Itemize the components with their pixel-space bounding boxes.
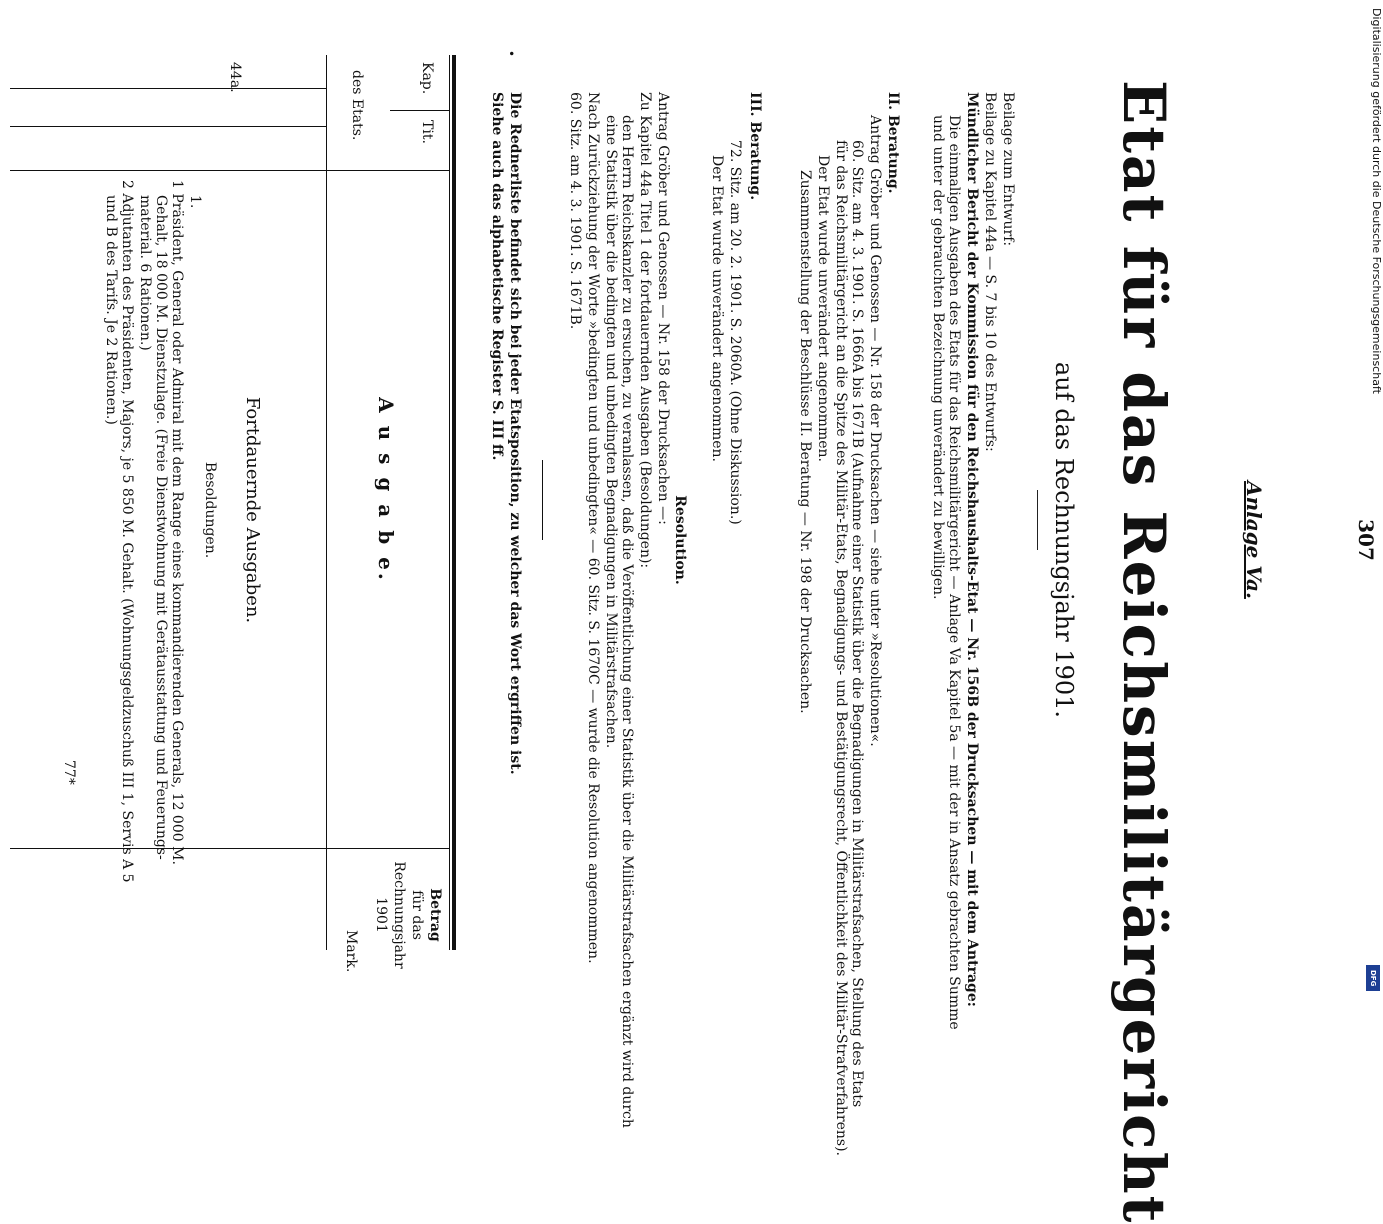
beratung-3-line-2: Der Etat wurde unverändert angenommen. xyxy=(709,155,725,462)
subsection-besoldungen: Besoldungen. xyxy=(202,461,218,559)
resolution-line-1: Antrag Gröber und Genossen — Nr. 158 der Drucksachen —: xyxy=(655,92,671,525)
col-divider-kap-tit xyxy=(390,110,450,111)
resolution-line-2: Zu Kapitel 44a Titel 1 der fortdauernden Ausgaben (Besoldungen): xyxy=(637,92,653,569)
resolution-heading: Resolution. xyxy=(672,495,688,585)
col-betrag-line-4: 1901 xyxy=(373,897,389,933)
rednerliste-note: Die Rednerliste befindet sich bei jeder Etatsposition, zu welcher das Wort ergriffen ist. xyxy=(507,92,523,775)
beratung-3-heading: III. Beratung. xyxy=(747,92,763,201)
col-betrag-line-1: Betrag xyxy=(427,888,443,942)
dfg-logo: DFG xyxy=(1366,965,1380,991)
col-betrag-line-2: für das xyxy=(409,890,425,940)
page-subtitle: auf das Rechnungsjahr 1901. xyxy=(1050,361,1078,719)
resolution-line-4: eine Statistik über die bedingten und unbedingten Begnadigungen in Militärstrafsachen. xyxy=(603,115,619,749)
col-divider-tit-desc xyxy=(10,170,450,171)
col-divider-tit-inner xyxy=(10,126,327,127)
tit-value: 1. xyxy=(187,195,203,209)
beratung-2-line-5: Zusammenstellung der Beschlüsse II. Beratung — Nr. 198 der Drucksachen. xyxy=(797,170,813,714)
col-kap-header: Kap. xyxy=(419,62,435,95)
beratung-2-line-3: für das Reichsmilitärgericht an die Spitze des Militär-Etats, Begnadigungs- und Bestätigungsrecht, Öffentlichkeit des Militär-Strafverfahrens). xyxy=(833,140,849,1156)
table-header-rule xyxy=(326,55,327,950)
entry-1-line-2: Gehalt, 18 000 M. Dienstzulage. (Freie Dienstwohnung mit Gerätausstattung und Feuerungs- xyxy=(153,195,169,860)
register-note: Siehe auch das alphabetische Register S. III ff. xyxy=(489,92,505,461)
entry-2-line-1: 2 Adjutanten des Präsidenten, Majors, je 5 850 M. Gehalt. (Wohnungsgeldzuschuß III 1, Servis A 5 xyxy=(119,180,135,883)
resolution-line-3: den Herrn Reichskanzler zu ersuchen, zu veranlassen, daß die Veröffentlichung einer Statistik über die Militärstrafsachen ergänzt wird durch xyxy=(619,115,635,1128)
beratung-3-line-1: 72. Sitz. am 20. 2. 1901. S. 2060A. (Ohne Diskussion.) xyxy=(727,140,743,525)
bericht-text: Mündlicher Bericht der Kommission für den Reichshaushalts-Etat — Nr. 156B der Drucksachen — mit dem Antrage: xyxy=(964,92,980,1007)
resolution-line-6: 60. Sitz. am 4. 3. 1901. S. 1671B. xyxy=(567,92,583,330)
kap-value: 44a. xyxy=(227,62,243,93)
section-fortdauernde: Fortdauernde Ausgaben. xyxy=(242,396,263,624)
beratung-2-line-1: Antrag Gröber und Genossen — Nr. 158 der Drucksachen — siehe unter »Resolutionen«. xyxy=(867,115,883,747)
bullet-mark: • xyxy=(504,50,518,58)
col-divider-desc-betrag xyxy=(10,848,450,849)
beratung-2-line-2: 60. Sitz. am 4. 3. 1901. S. 1666A bis 1671B (Aufnahme einer Statistik über die Begnadigungen in Militärstrafsachen, Stellung des Etats xyxy=(849,140,865,1108)
entry-1-line-3: material. 6 Rationen.) xyxy=(137,195,153,351)
page-title: Etat für das Reichsmilitärgericht xyxy=(1110,80,1178,1224)
col-des-etats-header: des Etats. xyxy=(349,70,365,141)
table-top-rule-thin xyxy=(449,55,450,950)
bericht-line-2: Die einmaligen Ausgaben des Etats für das Reichsmilitärgericht — Anlage Va Kapitel 5a — mit der in Ansatz gebrachten Summe xyxy=(946,115,962,1030)
entry-2-line-2: und B des Tarifs. Je 2 Rationen.) xyxy=(103,195,119,425)
col-divider-kap-inner xyxy=(10,88,327,89)
bericht-line-1 xyxy=(964,92,980,1007)
beratung-2-line-4: Der Etat wurde unverändert angenommen. xyxy=(815,155,831,462)
col-ausgabe-header: A u s g a b e. xyxy=(374,397,398,583)
resolution-line-5: Nach Zurückziehung der Worte »bedingten und unbedingten« — 60. Sitz. S. 1670C — wurde die Resolution angenommen. xyxy=(585,92,601,964)
beilage-line: Beilage zu Kapitel 44a — S. 7 bis 10 des Entwurfs: xyxy=(982,92,998,452)
title-divider xyxy=(1037,490,1038,550)
bericht-line-3: und unter der gebrauchten Bezeichnung unverändert zu bewilligen. xyxy=(930,115,946,600)
digitization-note: Digitalisierung gefördert durch die Deutsche Forschungsgemeinschaft xyxy=(1370,8,1383,394)
entry-1-line-1: 1 Präsident, General oder Admiral mit dem Range eines kommandierenden Generals, 12 000 M. xyxy=(169,180,185,865)
col-mark-header: Mark. xyxy=(343,930,359,973)
col-betrag-line-3: Rechnungsjahr xyxy=(391,861,407,969)
beratung-2-heading: II. Beratung. xyxy=(885,92,901,194)
col-tit-header: Tit. xyxy=(419,120,435,144)
beilage-heading: Beilage zum Entwurf: xyxy=(1000,92,1016,247)
footnote-number: 77* xyxy=(61,760,77,785)
anlage-label: Anlage Va. xyxy=(1242,481,1266,599)
page-number: 307 xyxy=(1354,519,1378,561)
section-divider xyxy=(542,460,543,540)
table-top-rule xyxy=(452,55,456,950)
